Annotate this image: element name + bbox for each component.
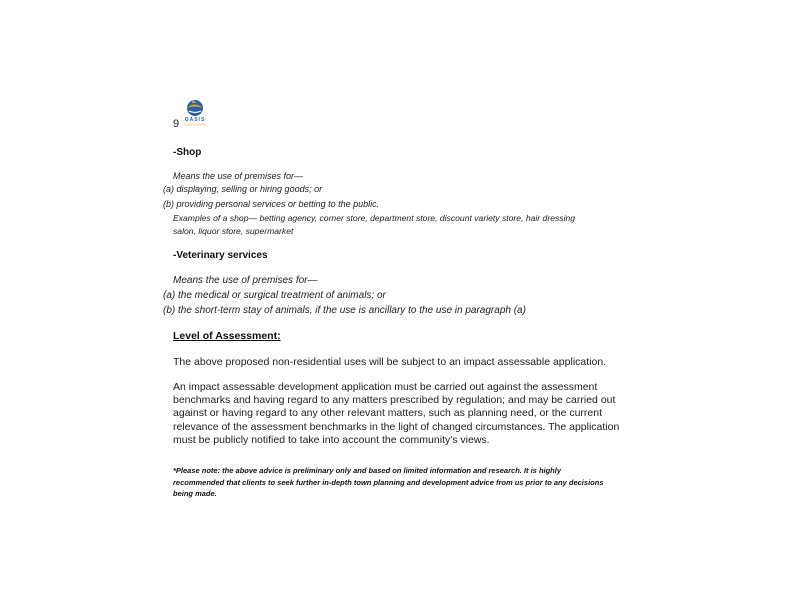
page-number: 9 (173, 118, 180, 130)
veterinary-item-a: (a) the medical or surgical treatment of animals; or (163, 290, 386, 301)
veterinary-item-b: (b) the short-term stay of animals, if the use is ancillary to the use in paragraph (a) (163, 305, 526, 316)
level-of-assessment-heading: Level of Assessment: (173, 330, 281, 342)
shop-heading: -Shop (173, 147, 202, 158)
disclaimer-note-line: being made. (173, 489, 217, 498)
assessment-paragraph-2-line: against or having regard to any other relevant matters, such as planning need, or the current (173, 407, 603, 420)
shop-examples-line-1: Examples of a shop— betting agency, corner store, department store, discount variety store, hair dressing (173, 213, 576, 223)
assessment-paragraph-2-line: relevance of the assessment benchmarks in the light of changed circumstances. The application (173, 420, 620, 433)
assessment-paragraph-1: The above proposed non-residential uses will be subject to an impact assessable application. (173, 356, 607, 368)
assessment-paragraph-2-line: An impact assessable development application must be carried out against the assessment (173, 381, 598, 393)
shop-means: Means the use of premises for— (173, 171, 304, 181)
assessment-paragraph-2-line: must be publicly notified to take into account the community's views. (173, 433, 490, 446)
disclaimer-note (173, 465, 604, 500)
disclaimer-note-line: *Please note: the above advice is preliminary only and based on limited information and research. It is highly (173, 466, 562, 475)
shop-examples-line-2: salon, liquor store, supermarket (173, 226, 294, 236)
oasis-logo-icon (180, 97, 210, 127)
assessment-paragraph-2 (173, 381, 619, 447)
logo-subtext: TOWN PLANNING (184, 123, 206, 127)
veterinary-heading: -Veterinary services (173, 250, 268, 261)
shop-item-b: (b) providing personal services or betting to the public. (163, 199, 380, 209)
veterinary-means: Means the use of premises for— (173, 275, 318, 286)
shop-item-a: (a) displaying, selling or hiring goods; or (163, 184, 323, 194)
logo-text: OASIS (184, 117, 206, 123)
assessment-paragraph-2-line: benchmarks and having regard to any matters prescribed by regulation; and may be carried out (173, 394, 616, 407)
disclaimer-note-line: recommended that clients to seek further in-depth town planning and development advice from us prior to any decisions (173, 477, 604, 487)
